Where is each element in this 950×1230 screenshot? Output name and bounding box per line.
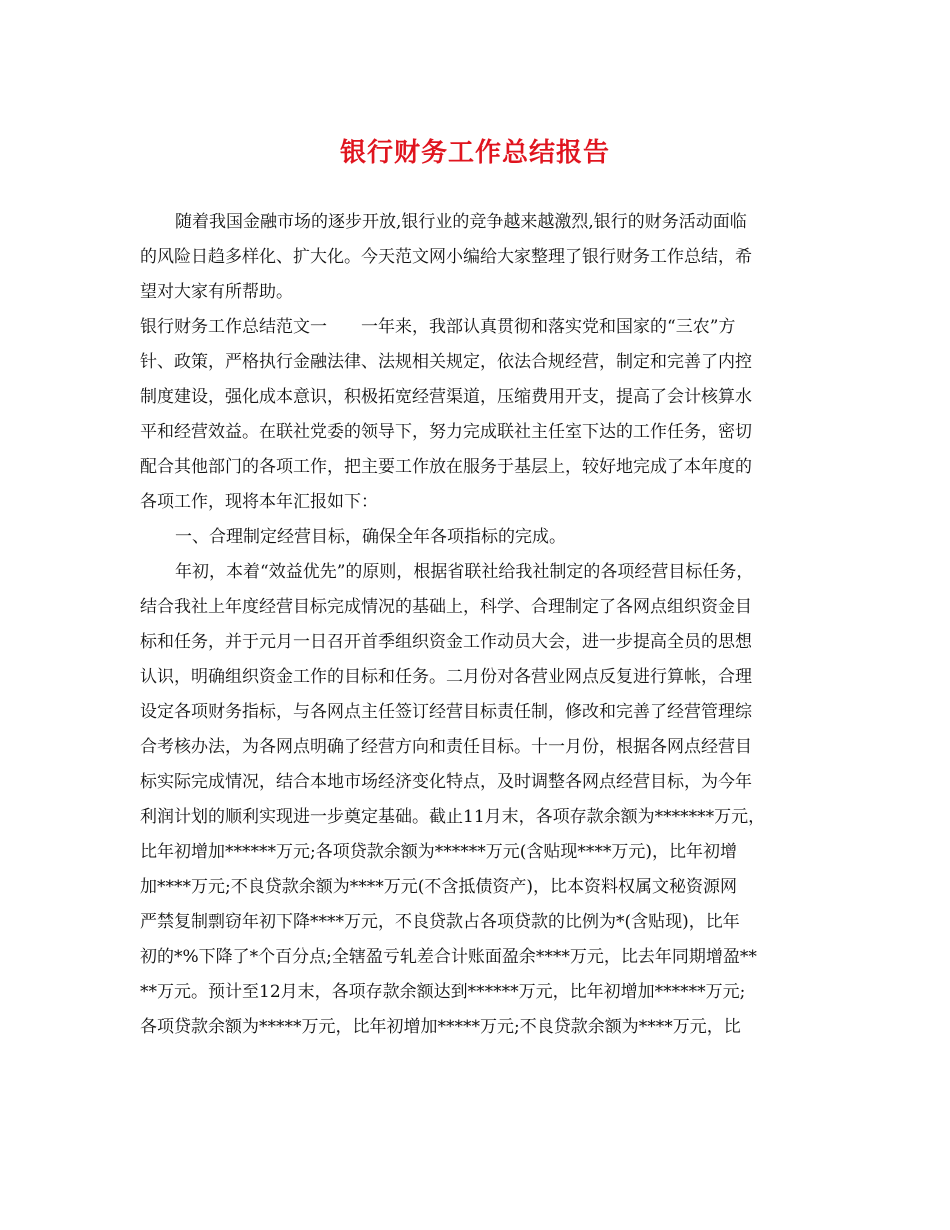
paragraph-line: 严禁复制剽窃年初下降****万元，不良贷款占各项贷款的比例为*(含贴现)，比年 bbox=[140, 912, 740, 932]
paragraph-line: 认识，明确组织资金工作的目标和任务。二月份对各营业网点反复进行算帐，合理 bbox=[140, 667, 752, 687]
section-heading: 一、合理制定经营目标，确保全年各项指标的完成。 bbox=[175, 527, 566, 547]
paragraph-line: 标和任务，并于元月一日召开首季组织资金工作动员大会，进一步提高全员的思想 bbox=[140, 632, 752, 652]
paragraph-line: 望对大家有所帮助。 bbox=[140, 282, 293, 302]
paragraph-line: 的风险日趋多样化、扩大化。今天范文网小编给大家整理了银行财务工作总结，希 bbox=[140, 247, 752, 267]
paragraph-line: **万元。预计至12月末，各项存款余额达到******万元，比年初增加******万元; bbox=[140, 982, 746, 1002]
paragraph-line: 制度建设，强化成本意识，积极拓宽经营渠道，压缩费用开支，提高了会计核算水 bbox=[140, 387, 752, 407]
paragraph-line: 平和经营效益。在联社党委的领导下，努力完成联社主任室下达的工作任务，密切 bbox=[140, 422, 752, 442]
paragraph-line: 银行财务工作总结范文一 一年来，我部认真贯彻和落实党和国家的“三农”方 bbox=[140, 317, 736, 337]
paragraph-line: 加****万元;不良贷款余额为****万元(不含抵债资产)，比本资料权属文秘资源网 bbox=[140, 877, 737, 897]
paragraph-line: 各项贷款余额为*****万元，比年初增加*****万元;不良贷款余额为****万元，比 bbox=[140, 1017, 741, 1037]
paragraph-line: 比年初增加******万元;各项贷款余额为******万元(含贴现****万元)，比年初增 bbox=[140, 842, 737, 862]
paragraph-line: 初的*%下降了*个百分点;全辖盈亏轧差合计账面盈余****万元，比去年同期增盈** bbox=[140, 947, 757, 967]
paragraph-line: 针、政策，严格执行金融法律、法规相关规定，依法合规经营，制定和完善了内控 bbox=[140, 352, 752, 372]
paragraph-line: 结合我社上年度经营目标完成情况的基础上，科学、合理制定了各网点组织资金目 bbox=[140, 597, 752, 617]
paragraph-line: 随着我国金融市场的逐步开放,银行业的竞争越来越激烈,银行的财务活动面临 bbox=[175, 212, 747, 232]
paragraph-line: 各项工作，现将本年汇报如下： bbox=[140, 492, 378, 512]
paragraph-line: 利润计划的顺利实现进一步奠定基础。截止11月末，各项存款余额为*******万元， bbox=[140, 807, 766, 827]
paragraph-line: 年初，本着“效益优先”的原则，根据省联社给我社制定的各项经营目标任务， bbox=[175, 562, 754, 582]
paragraph-line: 合考核办法，为各网点明确了经营方向和责任目标。十一月份，根据各网点经营目 bbox=[140, 737, 752, 757]
paragraph-line: 配合其他部门的各项工作，把主要工作放在服务于基层上，较好地完成了本年度的 bbox=[140, 457, 752, 477]
paragraph-line: 设定各项财务指标，与各网点主任签订经营目标责任制，修改和完善了经营管理综 bbox=[140, 702, 752, 722]
document-title: 银行财务工作总结报告 bbox=[339, 138, 610, 168]
paragraph-line: 标实际完成情况，结合本地市场经济变化特点，及时调整各网点经营目标，为今年 bbox=[140, 772, 752, 792]
